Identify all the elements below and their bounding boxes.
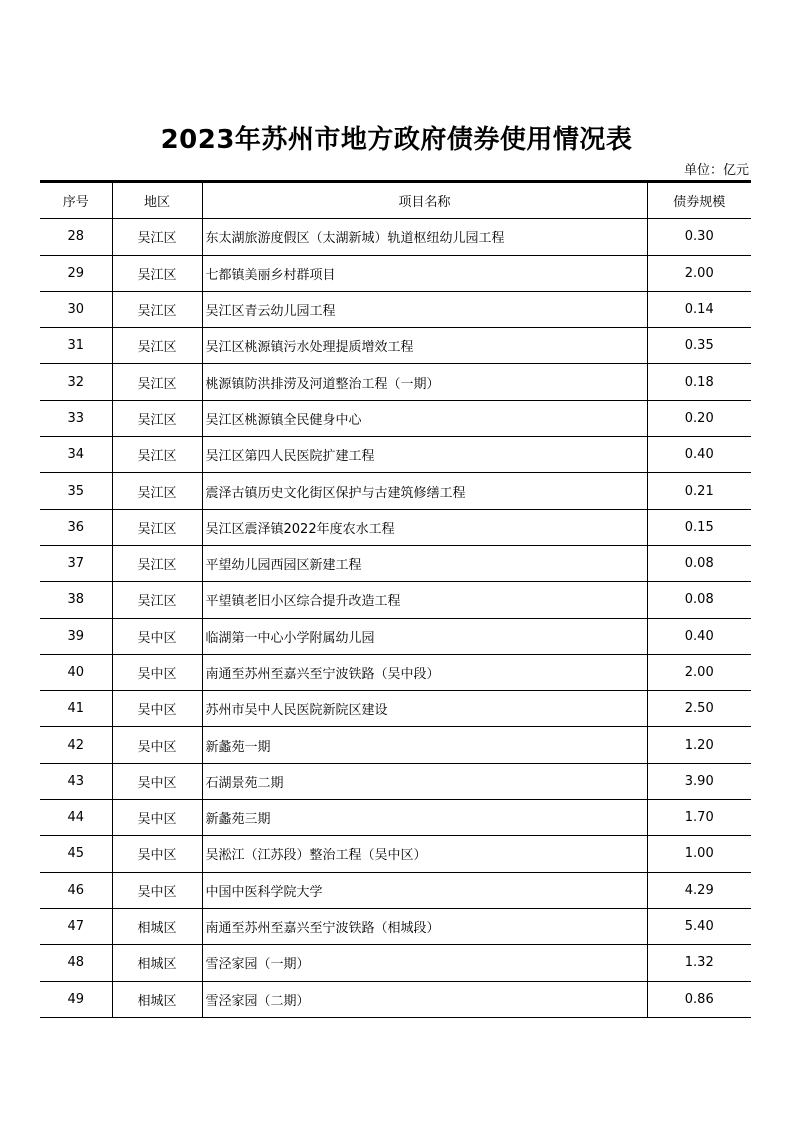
row-area: 吴江区 <box>112 255 202 291</box>
row-area: 吴中区 <box>112 691 202 727</box>
table-row <box>40 945 751 981</box>
row-project-name: 新蠡苑三期 <box>202 800 647 836</box>
row-number: 34 <box>40 437 112 473</box>
row-bond-amount: 0.14 <box>647 291 751 327</box>
table-row <box>40 328 751 364</box>
row-area: 吴中区 <box>112 654 202 690</box>
row-project-name: 中国中医科学院大学 <box>202 872 647 908</box>
table-row <box>40 545 751 581</box>
table-row <box>40 654 751 690</box>
row-number: 36 <box>40 509 112 545</box>
table-row <box>40 691 751 727</box>
row-project-name: 南通至苏州至嘉兴至宁波铁路（吴中段） <box>202 654 647 690</box>
row-bond-amount: 2.00 <box>647 255 751 291</box>
row-bond-amount: 4.29 <box>647 872 751 908</box>
row-area: 吴江区 <box>112 328 202 364</box>
row-area: 吴江区 <box>112 400 202 436</box>
row-area: 相城区 <box>112 981 202 1017</box>
row-bond-amount: 2.00 <box>647 654 751 690</box>
row-bond-amount: 0.21 <box>647 473 751 509</box>
row-project-name: 平望幼儿园西园区新建工程 <box>202 545 647 581</box>
row-number: 35 <box>40 473 112 509</box>
row-project-name: 吴江区桃源镇污水处理提质增效工程 <box>202 328 647 364</box>
row-project-name: 苏州市吴中人民医院新院区建设 <box>202 691 647 727</box>
row-bond-amount: 5.40 <box>647 908 751 944</box>
table-row <box>40 364 751 400</box>
row-bond-amount: 0.20 <box>647 400 751 436</box>
row-area: 吴中区 <box>112 727 202 763</box>
row-bond-amount: 1.20 <box>647 727 751 763</box>
row-project-name: 雪泾家园（二期） <box>202 981 647 1017</box>
row-area: 吴江区 <box>112 473 202 509</box>
row-area: 吴中区 <box>112 836 202 872</box>
row-area: 吴中区 <box>112 618 202 654</box>
row-number: 30 <box>40 291 112 327</box>
row-number: 29 <box>40 255 112 291</box>
row-project-name: 桃源镇防洪排涝及河道整治工程（一期） <box>202 364 647 400</box>
row-number: 47 <box>40 908 112 944</box>
table-row <box>40 219 751 255</box>
row-number: 33 <box>40 400 112 436</box>
row-area: 吴江区 <box>112 437 202 473</box>
table-row <box>40 255 751 291</box>
unit-label: 单位：亿元 <box>683 163 749 178</box>
row-project-name: 平望镇老旧小区综合提升改造工程 <box>202 582 647 618</box>
row-project-name: 石湖景苑二期 <box>202 763 647 799</box>
table-row <box>40 763 751 799</box>
row-number: 39 <box>40 618 112 654</box>
row-area: 吴江区 <box>112 545 202 581</box>
row-bond-amount: 0.35 <box>647 328 751 364</box>
row-bond-amount: 3.90 <box>647 763 751 799</box>
row-project-name: 震泽古镇历史文化街区保护与古建筑修缮工程 <box>202 473 647 509</box>
row-project-name: 东太湖旅游度假区（太湖新城）轨道枢纽幼儿园工程 <box>202 219 647 255</box>
table-row <box>40 981 751 1017</box>
row-number: 31 <box>40 328 112 364</box>
row-area: 吴江区 <box>112 219 202 255</box>
table-header-row <box>40 182 751 219</box>
row-number: 44 <box>40 800 112 836</box>
header-no: 序号 <box>40 182 112 219</box>
row-area: 吴中区 <box>112 872 202 908</box>
table-row <box>40 400 751 436</box>
row-project-name: 南通至苏州至嘉兴至宁波铁路（相城段） <box>202 908 647 944</box>
row-number: 42 <box>40 727 112 763</box>
header-bond-amount: 债券规模 <box>647 182 751 219</box>
row-number: 32 <box>40 364 112 400</box>
row-project-name: 吴江区第四人民医院扩建工程 <box>202 437 647 473</box>
row-area: 相城区 <box>112 945 202 981</box>
row-area: 吴江区 <box>112 582 202 618</box>
header-area: 地区 <box>112 182 202 219</box>
table-row <box>40 473 751 509</box>
table-row <box>40 437 751 473</box>
row-number: 49 <box>40 981 112 1017</box>
row-bond-amount: 0.40 <box>647 437 751 473</box>
row-project-name: 七都镇美丽乡村群项目 <box>202 255 647 291</box>
row-bond-amount: 1.00 <box>647 836 751 872</box>
row-project-name: 吴江区震泽镇2022年度农水工程 <box>202 509 647 545</box>
row-project-name: 吴江区青云幼儿园工程 <box>202 291 647 327</box>
row-number: 48 <box>40 945 112 981</box>
row-project-name: 吴江区桃源镇全民健身中心 <box>202 400 647 436</box>
row-bond-amount: 2.50 <box>647 691 751 727</box>
table-row <box>40 582 751 618</box>
header-project-name: 项目名称 <box>202 182 647 219</box>
table-row <box>40 618 751 654</box>
bond-usage-table <box>40 180 751 1018</box>
table-row <box>40 908 751 944</box>
row-area: 吴中区 <box>112 763 202 799</box>
row-project-name: 吴淞江（江苏段）整治工程（吴中区） <box>202 836 647 872</box>
row-number: 28 <box>40 219 112 255</box>
table-row <box>40 291 751 327</box>
row-area: 相城区 <box>112 908 202 944</box>
table-row <box>40 727 751 763</box>
row-number: 37 <box>40 545 112 581</box>
table-row <box>40 836 751 872</box>
row-bond-amount: 1.32 <box>647 945 751 981</box>
row-area: 吴江区 <box>112 364 202 400</box>
row-area: 吴江区 <box>112 509 202 545</box>
row-number: 41 <box>40 691 112 727</box>
row-bond-amount: 0.40 <box>647 618 751 654</box>
table-body <box>40 219 751 1018</box>
table-row <box>40 509 751 545</box>
row-bond-amount: 0.15 <box>647 509 751 545</box>
row-bond-amount: 0.30 <box>647 219 751 255</box>
row-project-name: 雪泾家园（一期） <box>202 945 647 981</box>
row-bond-amount: 0.08 <box>647 582 751 618</box>
row-number: 46 <box>40 872 112 908</box>
row-bond-amount: 0.18 <box>647 364 751 400</box>
page-title: 2023年苏州市地方政府债券使用情况表 <box>160 125 633 155</box>
row-bond-amount: 0.86 <box>647 981 751 1017</box>
row-project-name: 新蠡苑一期 <box>202 727 647 763</box>
row-bond-amount: 0.08 <box>647 545 751 581</box>
row-bond-amount: 1.70 <box>647 800 751 836</box>
row-number: 38 <box>40 582 112 618</box>
table-row <box>40 872 751 908</box>
row-number: 40 <box>40 654 112 690</box>
row-number: 43 <box>40 763 112 799</box>
row-area: 吴江区 <box>112 291 202 327</box>
row-area: 吴中区 <box>112 800 202 836</box>
table-row <box>40 800 751 836</box>
row-project-name: 临湖第一中心小学附属幼儿园 <box>202 618 647 654</box>
row-number: 45 <box>40 836 112 872</box>
